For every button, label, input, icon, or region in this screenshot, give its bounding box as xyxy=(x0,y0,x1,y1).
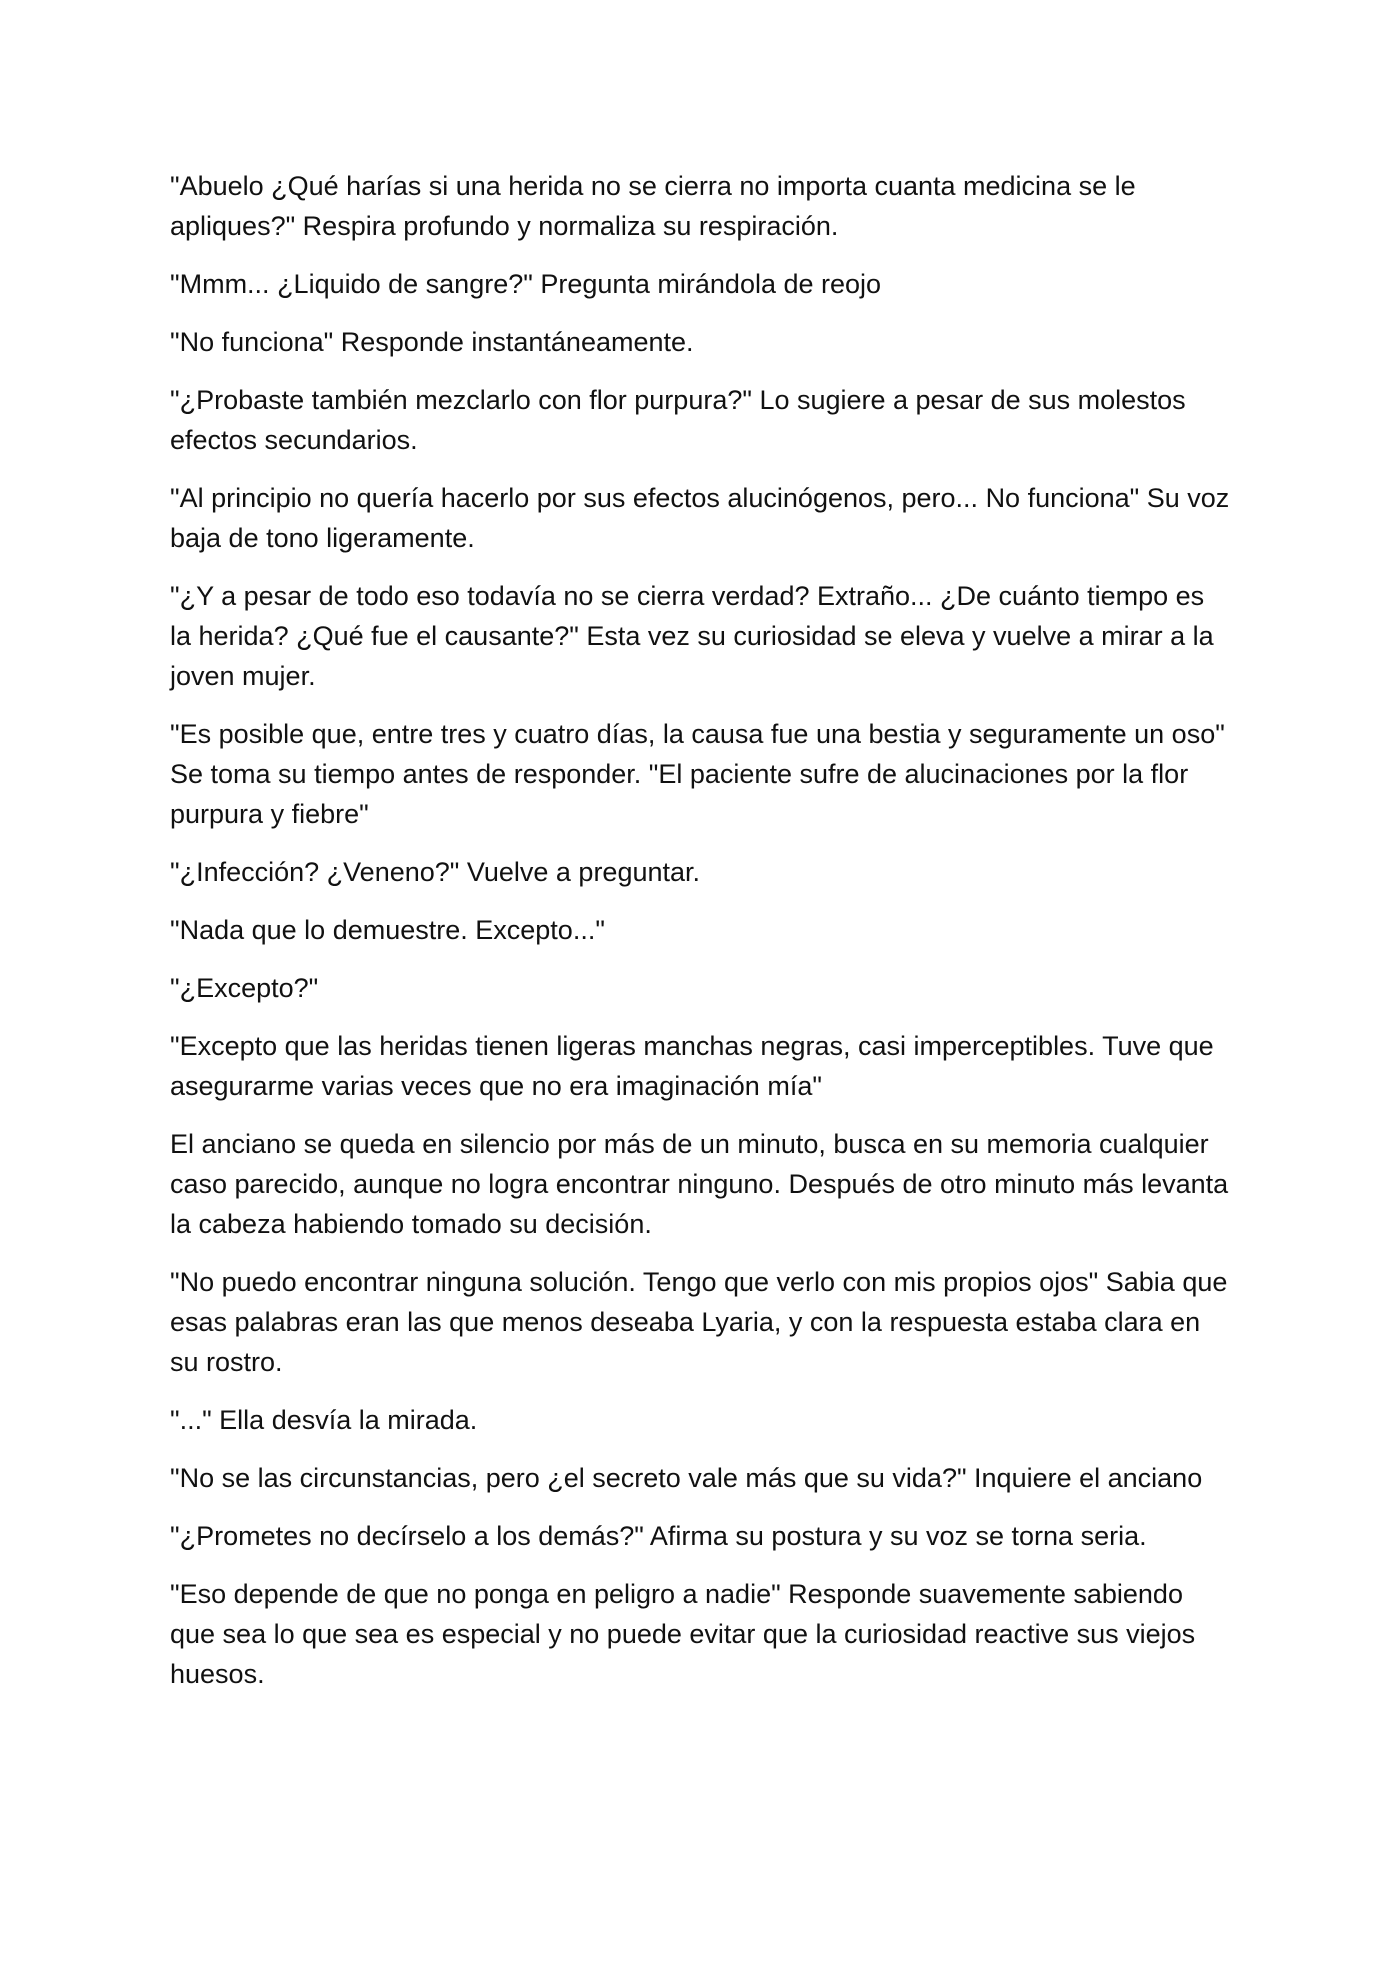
paragraph: "Es posible que, entre tres y cuatro días, la causa fue una bestia y seguramente un oso" Se toma su tiempo antes de responder. "El paciente sufre de alucinaciones por la flor purpura y fiebre" xyxy=(170,719,1225,829)
paragraph: "¿Infección? ¿Veneno?" Vuelve a preguntar. xyxy=(170,857,701,887)
paragraph: "Excepto que las heridas tienen ligeras manchas negras, casi imperceptibles. Tuve que asegurarme varias veces que no era imaginación mía" xyxy=(170,1031,1214,1101)
paragraph: "¿Probaste también mezclarlo con flor purpura?" Lo sugiere a pesar de sus molestos efectos secundarios. xyxy=(170,385,1186,455)
paragraph: "No se las circunstancias, pero ¿el secreto vale más que su vida?" Inquiere el anciano xyxy=(170,1463,1203,1493)
paragraph: "Eso depende de que no ponga en peligro a nadie" Responde suavemente sabiendo que sea lo que sea es especial y no puede evitar que la curiosidad reactive sus viejos huesos. xyxy=(170,1579,1196,1689)
paragraph: "Mmm... ¿Liquido de sangre?" Pregunta mirándola de reojo xyxy=(170,269,882,299)
paragraph: "¿Y a pesar de todo eso todavía no se cierra verdad? Extraño... ¿De cuánto tiempo es la herida? ¿Qué fue el causante?" Esta vez su curiosidad se eleva y vuelve a mirar a la joven mujer. xyxy=(170,581,1214,691)
paragraph: El anciano se queda en silencio por más de un minuto, busca en su memoria cualquier caso parecido, aunque no logra encontrar ninguno. Después de otro minuto más levanta la cabeza habiendo tomado su decisión. xyxy=(170,1129,1229,1239)
paragraph: "..." Ella desvía la mirada. xyxy=(170,1405,478,1435)
paragraph: "Abuelo ¿Qué harías si una herida no se cierra no importa cuanta medicina se le apliques?" Respira profundo y normaliza su respiración. xyxy=(170,171,1136,241)
paragraph: "¿Prometes no decírselo a los demás?" Afirma su postura y su voz se torna seria. xyxy=(170,1521,1147,1551)
paragraph: "Nada que lo demuestre. Excepto..." xyxy=(170,915,605,945)
paragraph: "Al principio no quería hacerlo por sus efectos alucinógenos, pero... No funciona" Su voz baja de tono ligeramente. xyxy=(170,483,1230,553)
paragraph: "No funciona" Responde instantáneamente. xyxy=(170,327,694,357)
paragraph: "¿Excepto?" xyxy=(170,973,319,1003)
paragraph: "No puedo encontrar ninguna solución. Tengo que verlo con mis propios ojos" Sabia que esas palabras eran las que menos deseaba Lyaria, y con la respuesta estaba clara en su rostro. xyxy=(170,1267,1228,1377)
